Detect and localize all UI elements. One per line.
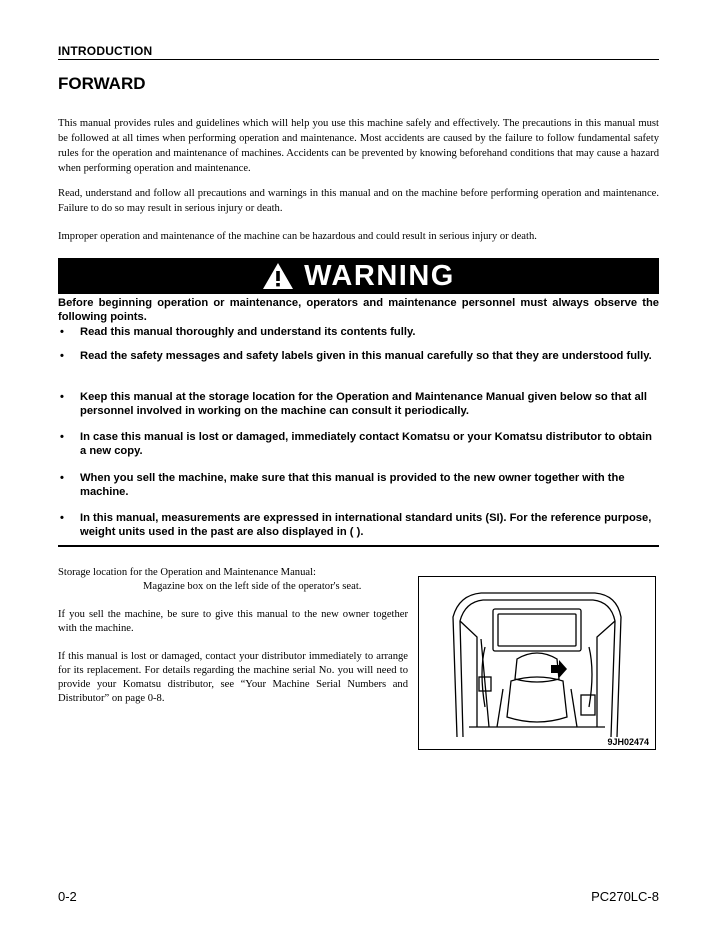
improper-operation-paragraph: Improper operation and maintenance of the machine can be hazardous and could result in serious injury or death. [58,231,537,242]
list-item-text: Read the safety messages and safety labels given in this manual carefully so that they are understood fully. [80,350,652,362]
page-number: 0-2 [58,889,77,904]
list-item-text: Keep this manual at the storage location for the Operation and Maintenance Manual given below so that all personnel involved in working on the machine can consult it periodically. [80,391,647,417]
list-item [58,471,659,511]
warning-banner [58,258,659,294]
list-item [58,511,659,539]
read-understand-paragraph: Read, understand and follow all precautions and warnings in this manual and on the machine before performing operation and maintenance. Failure to do so may result in serious injury or death. [58,188,659,214]
bullet-icon: • [60,512,64,524]
storage-section [58,566,408,706]
list-item [58,349,659,390]
list-item-text: In this manual, measurements are expressed in international standard units (SI). For the reference purpose, weight units used in the past are also displayed in ( ). [80,512,652,538]
list-item-text: When you sell the machine, make sure that this manual is provided to the new owner together with the machine. [80,472,625,498]
warning-list [58,325,659,539]
bullet-icon: • [60,391,64,403]
list-item [58,325,659,349]
list-item-text: In case this manual is lost or damaged, immediately contact Komatsu or your Komatsu distributor to obtain a new copy. [80,431,652,457]
sell-note: If you sell the machine, be sure to give this manual to the new owner together with the machine. [58,609,408,634]
bullet-icon: • [60,431,64,443]
page-title: FORWARD [58,74,146,93]
model-number: PC270LC-8 [591,889,659,904]
storage-heading: Storage location for the Operation and Maintenance Manual: [58,567,316,578]
figure-id: 9JH02474 [607,737,649,747]
warning-triangle-icon [262,262,294,290]
operator-cab-illustration [419,577,655,749]
bullet-icon: • [60,472,64,484]
section-header: INTRODUCTION [58,44,659,60]
manual-page [58,0,659,933]
bullet-icon: • [60,350,64,362]
intro-paragraph: This manual provides rules and guidelines which will help you use this machine safely and effectively. The precautions in this manual must be followed at all times when performing operation and maintenance. Most accidents are caused by the failure to follow fundamental safety rules for the operation and maintenance of machines. Accidents can be prevented by knowing beforehand conditions that may cause a hazard when performing operation and maintenance. [58,118,659,174]
list-item-text: Read this manual thoroughly and understand its contents fully. [80,326,416,338]
bullet-icon: • [60,326,64,338]
operator-cab-figure [418,576,656,750]
warning-label: WARNING [304,259,455,292]
list-item [58,430,659,471]
storage-location: Magazine box on the left side of the operator's seat. [143,581,362,592]
warning-intro: Before beginning operation or maintenance, operators and maintenance personnel must always observe the following points. [58,297,659,323]
warning-bottom-rule [58,545,659,547]
lost-note: If this manual is lost or damaged, contact your distributor immediately to arrange for its replacement. For details regarding the machine serial No. you will need to provide your Komatsu distributor, see “Your Machine Serial Numbers and Distributor” on page 0-8. [58,651,408,704]
list-item [58,390,659,430]
